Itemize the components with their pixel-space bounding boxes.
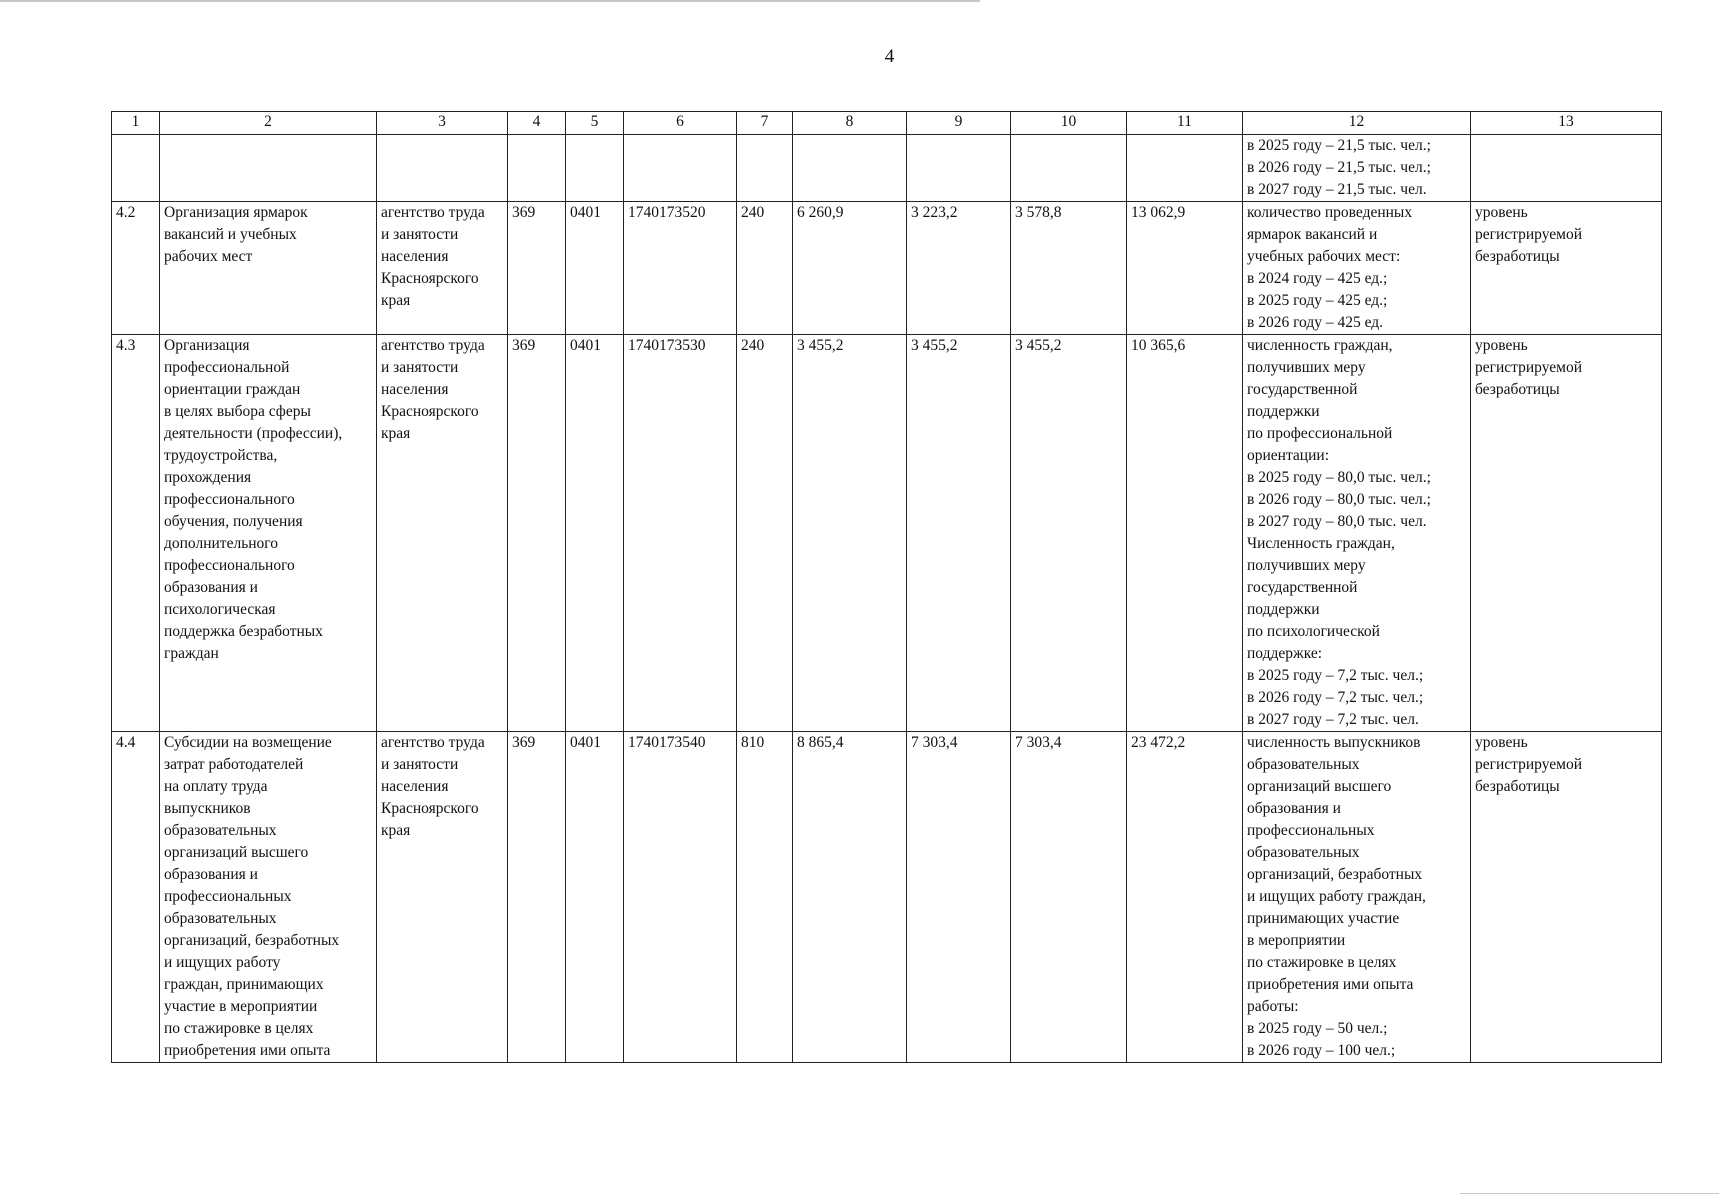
cell-amount-col9: 3 223,2	[907, 202, 1011, 335]
cell-indicator: уровень регистрируемой безработицы	[1471, 202, 1662, 335]
page-number: 4	[884, 46, 895, 67]
program-activities-table	[111, 111, 1662, 1063]
column-header: 10	[1011, 112, 1127, 135]
scan-artifact-bottom-right	[1460, 1193, 1719, 1194]
cell-indicator: уровень регистрируемой безработицы	[1471, 732, 1662, 1063]
column-header: 13	[1471, 112, 1662, 135]
cell-expected-result: численность выпускников образовательных организаций высшего образования и профессиональных образовательных организаций, безработных и ищущих работу граждан, принимающих участие в мероприятии по стажировке в целях приобретения ими опыта работы: в 2025 году – 50 чел.; в 2026 году – 100 чел.;	[1243, 732, 1471, 1063]
cell-amount-col9: 7 303,4	[907, 732, 1011, 1063]
table-row-continuation	[112, 135, 1662, 202]
cell-target-article: 1740173540	[624, 732, 737, 1063]
cell-amount-col9	[907, 135, 1011, 202]
cell-indicator: уровень регистрируемой безработицы	[1471, 335, 1662, 732]
column-number-header-row	[112, 112, 1662, 135]
cell-activity-name: Субсидии на возмещение затрат работодателей на оплату труда выпускников образовательных организаций высшего образования и профессиональных образовательных организаций, безработных и ищущих работу граждан, принимающих участие в мероприятии по стажировке в целях приобретения ими опыта	[160, 732, 377, 1063]
column-header: 11	[1127, 112, 1243, 135]
cell-target-article: 1740173530	[624, 335, 737, 732]
cell-activity-name: Организация ярмарок вакансий и учебных рабочих мест	[160, 202, 377, 335]
cell-amount-col10: 7 303,4	[1011, 732, 1127, 1063]
cell-expected-result: в 2025 году – 21,5 тыс. чел.; в 2026 году – 21,5 тыс. чел.; в 2027 году – 21,5 тыс. чел.	[1243, 135, 1471, 202]
cell-amount-total: 13 062,9	[1127, 202, 1243, 335]
cell-grbs-code: 369	[508, 335, 566, 732]
table-row-4-3	[112, 335, 1662, 732]
column-header: 7	[737, 112, 793, 135]
column-header: 2	[160, 112, 377, 135]
cell-item-number: 4.3	[112, 335, 160, 732]
cell-amount-col8: 3 455,2	[793, 335, 907, 732]
cell-expense-type: 810	[737, 732, 793, 1063]
cell-expected-result: количество проведенных ярмарок вакансий и учебных рабочих мест: в 2024 году – 425 ед.; в 2025 году – 425 ед.; в 2026 году – 425 ед.	[1243, 202, 1471, 335]
column-header: 9	[907, 112, 1011, 135]
cell-responsible-agency: агентство труда и занятости населения Красноярского края	[377, 202, 508, 335]
cell-expense-type	[737, 135, 793, 202]
table-row-4-2	[112, 202, 1662, 335]
cell-amount-col8: 6 260,9	[793, 202, 907, 335]
cell-amount-total	[1127, 135, 1243, 202]
cell-responsible-agency	[377, 135, 508, 202]
column-header: 6	[624, 112, 737, 135]
column-header: 4	[508, 112, 566, 135]
cell-activity-name: Организация профессиональной ориентации граждан в целях выбора сферы деятельности (профессии), трудоустройства, прохождения профессионального обучения, получения дополнительного профессионального образования и психологическая поддержка безработных граждан	[160, 335, 377, 732]
cell-amount-col8	[793, 135, 907, 202]
cell-section-code: 0401	[566, 335, 624, 732]
cell-activity-name	[160, 135, 377, 202]
cell-amount-total: 10 365,6	[1127, 335, 1243, 732]
cell-section-code: 0401	[566, 202, 624, 335]
column-header: 5	[566, 112, 624, 135]
cell-amount-col8: 8 865,4	[793, 732, 907, 1063]
table-row-4-4	[112, 732, 1662, 1063]
cell-item-number: 4.4	[112, 732, 160, 1063]
cell-grbs-code: 369	[508, 202, 566, 335]
cell-item-number	[112, 135, 160, 202]
cell-amount-col10: 3 455,2	[1011, 335, 1127, 732]
cell-amount-total: 23 472,2	[1127, 732, 1243, 1063]
column-header: 3	[377, 112, 508, 135]
cell-expense-type: 240	[737, 202, 793, 335]
cell-expected-result: численность граждан, получивших меру государственной поддержки по профессиональной ориентации: в 2025 году – 80,0 тыс. чел.; в 2026 году – 80,0 тыс. чел.; в 2027 году – 80,0 тыс. чел. Численность граждан, получивших меру государственной поддержки по психологической поддержке: в 2025 году – 7,2 тыс. чел.; в 2026 году – 7,2 тыс. чел.; в 2027 году – 7,2 тыс. чел.	[1243, 335, 1471, 732]
cell-grbs-code: 369	[508, 732, 566, 1063]
scan-artifact-top	[0, 0, 980, 2]
cell-target-article	[624, 135, 737, 202]
cell-section-code	[566, 135, 624, 202]
column-header: 1	[112, 112, 160, 135]
cell-expense-type: 240	[737, 335, 793, 732]
cell-target-article: 1740173520	[624, 202, 737, 335]
cell-item-number: 4.2	[112, 202, 160, 335]
cell-amount-col9: 3 455,2	[907, 335, 1011, 732]
column-header: 12	[1243, 112, 1471, 135]
cell-indicator	[1471, 135, 1662, 202]
cell-amount-col10: 3 578,8	[1011, 202, 1127, 335]
cell-responsible-agency: агентство труда и занятости населения Красноярского края	[377, 732, 508, 1063]
cell-amount-col10	[1011, 135, 1127, 202]
cell-responsible-agency: агентство труда и занятости населения Красноярского края	[377, 335, 508, 732]
cell-grbs-code	[508, 135, 566, 202]
cell-section-code: 0401	[566, 732, 624, 1063]
column-header: 8	[793, 112, 907, 135]
